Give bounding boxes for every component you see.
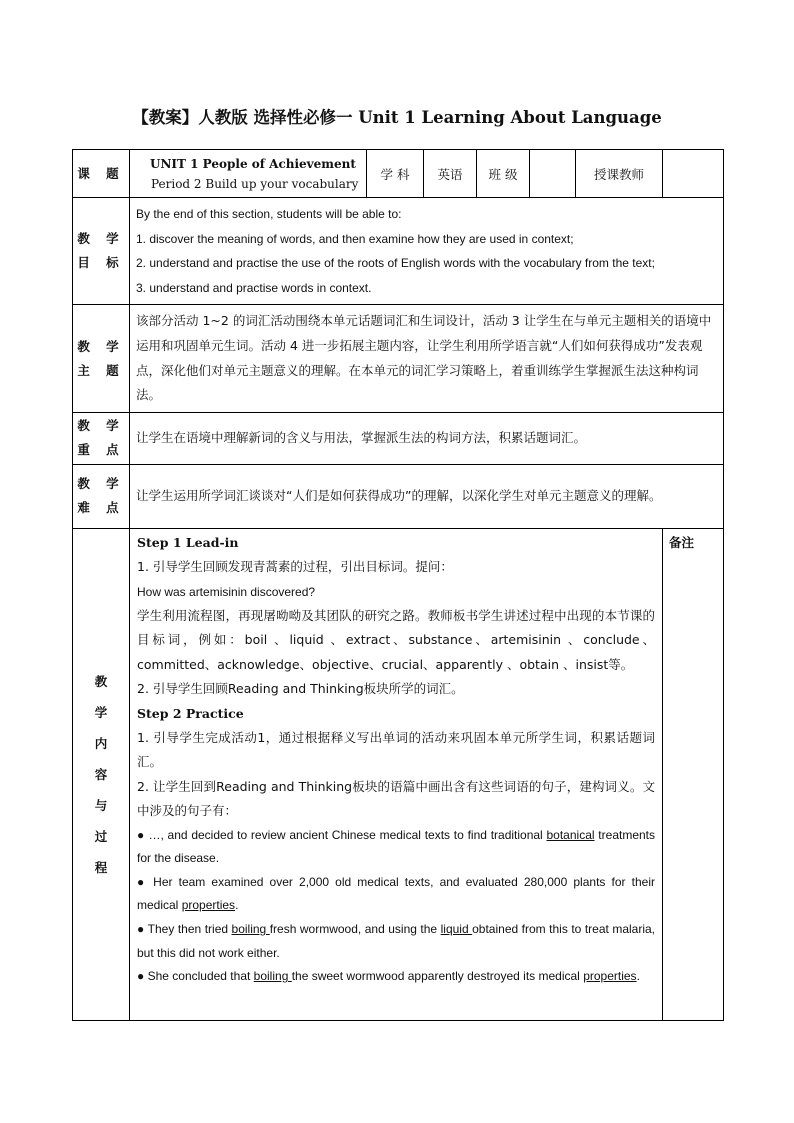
step1-title: Step 1 Lead-in bbox=[137, 534, 239, 550]
key-points-label: 教 学 重 点 bbox=[73, 412, 130, 464]
step2-title: Step 2 Practice bbox=[137, 705, 244, 721]
objective-line: 1. discover the meaning of words, and then examine how they are used in context; bbox=[136, 231, 574, 246]
difficulties-row bbox=[73, 464, 724, 528]
objective-line: By the end of this section, students will be able to: bbox=[136, 207, 402, 221]
topic-label: 课 题 bbox=[73, 150, 130, 198]
document-title: 【教案】人教版 选择性必修一 Unit 1 Learning About Language bbox=[132, 108, 662, 127]
objective-line: 3. understand and practise words in context. bbox=[136, 280, 372, 295]
teacher-label: 授课教师 bbox=[576, 150, 663, 198]
objectives-label: 教 学 目 标 bbox=[73, 198, 130, 305]
key-points-content: 让学生在语境中理解新词的含义与用法，掌握派生法的构词方法，积累话题词汇。 bbox=[130, 412, 724, 464]
process-row bbox=[73, 528, 724, 1020]
process-content bbox=[130, 528, 663, 1020]
step1-question: How was artemisinin discovered? bbox=[137, 584, 316, 599]
objective-line: 2. understand and practise the use of the roots of English words with the vocabulary from the text; bbox=[136, 256, 655, 271]
unit-title: UNIT 1 People of Achievement bbox=[150, 156, 356, 171]
theme-label: 教 学 主 题 bbox=[73, 305, 130, 412]
class-value bbox=[530, 150, 576, 198]
teacher-value bbox=[663, 150, 724, 198]
objectives-content bbox=[130, 198, 724, 305]
step2-item1: 1. 引导学生完成活动1，通过根据释义写出单词的活动来巩固本单元所学生词，积累话题词汇。 bbox=[137, 730, 655, 770]
difficulties-label: 教 学 难 点 bbox=[73, 464, 130, 528]
step1-item2: 2. 引导学生回顾Reading and Thinking板块所学的词汇。 bbox=[137, 681, 464, 697]
subject-label: 学 科 bbox=[367, 150, 424, 198]
subject-value: 英语 bbox=[424, 150, 477, 198]
class-label: 班 级 bbox=[477, 150, 530, 198]
step1-desc: 学生利用流程图，再现屠呦呦及其团队的研究之路。教师板书学生讲述过程中出现的本节课的目标词，例如：boil 、liquid 、extract、substance、artemisinin 、conclude、committed、acknowledge、objective、crucial、apparently 、obtain 、insist等。 bbox=[137, 607, 655, 672]
sentence-bullet: ● Her team examined over 2,000 old medical texts, and evaluated 280,000 plants for their medical properties. bbox=[137, 874, 655, 913]
key-points-row bbox=[73, 412, 724, 464]
theme-row bbox=[73, 305, 724, 412]
period-title: Period 2 Build up your vocabulary bbox=[151, 176, 359, 191]
difficulties-content: 让学生运用所学词汇谈谈对“人们是如何获得成功”的理解，以深化学生对单元主题意义的理解。 bbox=[130, 464, 724, 528]
sentence-bullet: ● They then tried boiling fresh wormwood, and using the liquid obtained from this to treat malaria, but this did not work either. bbox=[137, 922, 655, 960]
step1-item1: 1. 引导学生回顾发现青蒿素的过程，引出目标词。提问： bbox=[137, 559, 453, 575]
header-row bbox=[73, 150, 724, 198]
lesson-plan-table bbox=[72, 149, 724, 1021]
step2-item2: 2. 让学生回到Reading and Thinking板块的语篇中画出含有这些词语的句子，建构词义。文中涉及的句子有： bbox=[137, 778, 655, 819]
notes-label: 备注 bbox=[669, 534, 695, 550]
sentence-bullet: ● She concluded that boiling the sweet wormwood apparently destroyed its medical properties. bbox=[137, 969, 640, 984]
theme-content: 该部分活动 1~2 的词汇活动围绕本单元话题词汇和生词设计，活动 3 让学生在与单元主题相关的语境中运用和巩固单元生词。活动 4 进一步拓展主题内容，让学生利用所学语言就“人们如何获得成功”发表观点，深化他们对单元主题意义的理解。在本单元的词汇学习策略上，着重训练学生掌握派生法这种构词法。 bbox=[130, 305, 724, 412]
objectives-row bbox=[73, 198, 724, 305]
sentence-bullet: ● …, and decided to review ancient Chinese medical texts to find traditional botanical treatments for the disease. bbox=[137, 827, 656, 866]
notes-column bbox=[663, 528, 724, 1020]
topic-cell bbox=[130, 150, 367, 198]
process-label: 教 学 内 容 与 过 程 bbox=[73, 528, 130, 1020]
